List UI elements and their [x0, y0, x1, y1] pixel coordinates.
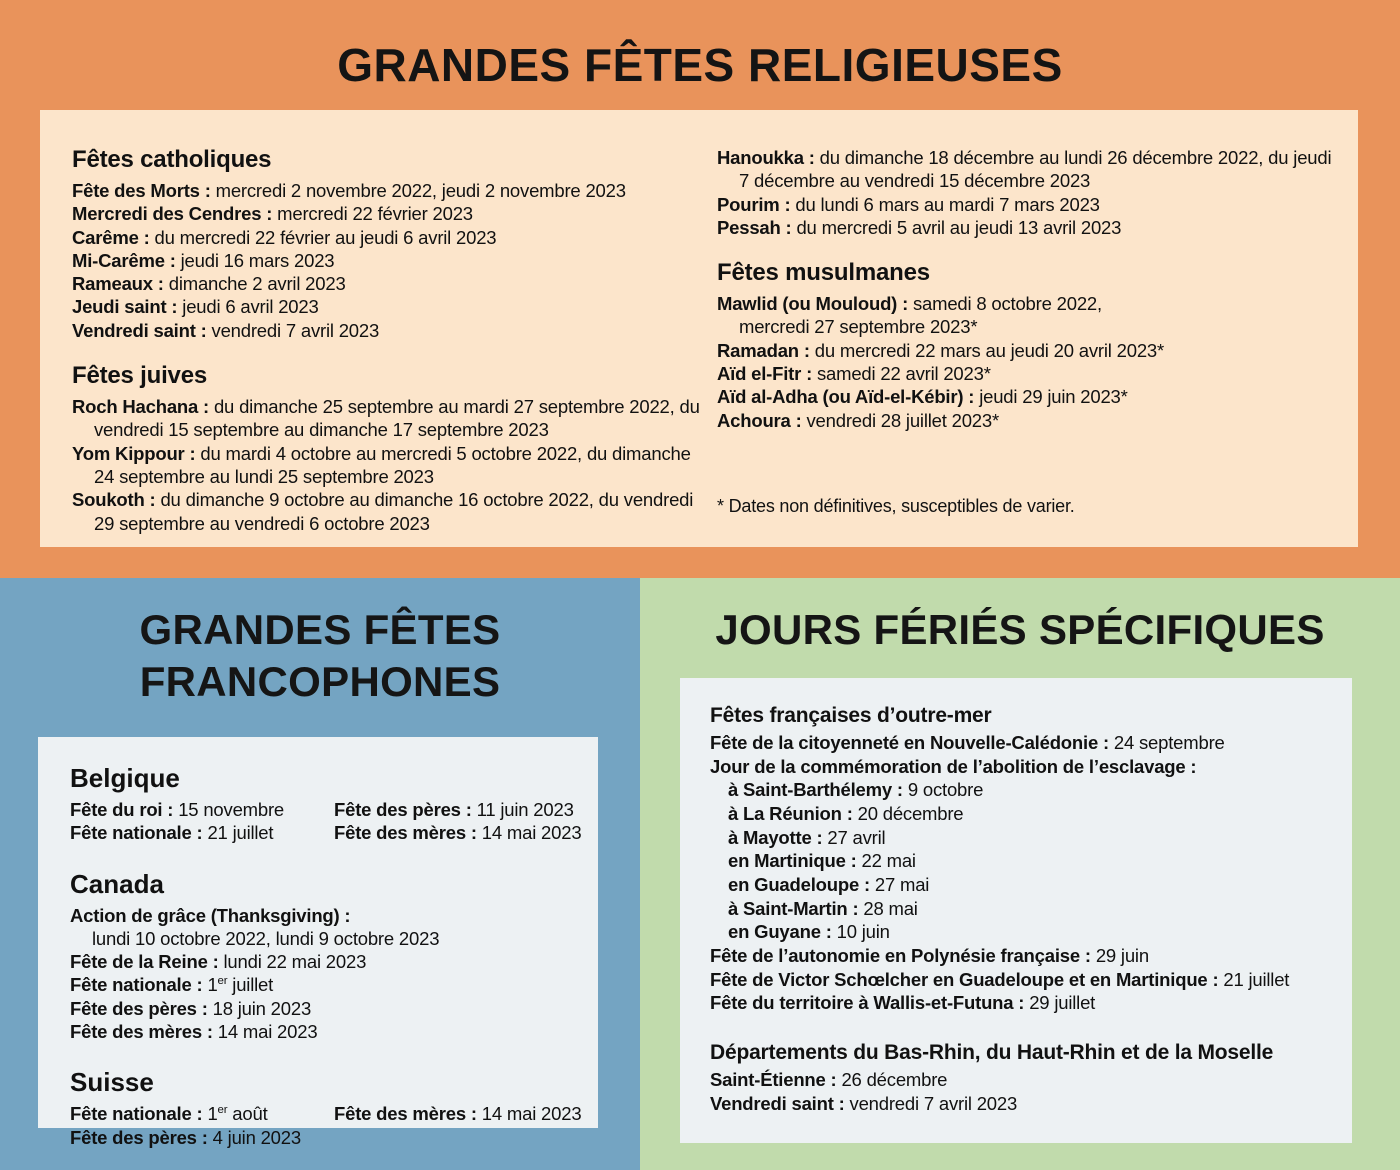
holiday-value-line2: mercredi 27 septembre 2023*: [739, 316, 978, 338]
holiday-label: Soukoth :: [72, 489, 156, 511]
holiday-label: Fête des Morts :: [72, 180, 211, 201]
holiday-entry: [72, 295, 717, 318]
holiday-value: 14 mai 2023: [217, 1021, 318, 1043]
holiday-label: Mercredi des Cendres :: [72, 203, 273, 225]
country-heading: Belgique: [70, 763, 180, 793]
holiday-value: 20 décembre: [857, 803, 964, 825]
holiday-label: Mi-Carême :: [72, 249, 176, 271]
holiday-value-line2: 7 décembre au vendredi 15 décembre 2023: [739, 170, 1091, 192]
holiday-value: mercredi 2 novembre 2022, jeudi 2 novembre 2023: [215, 180, 626, 201]
column-left: [70, 1102, 334, 1149]
holiday-entry: [72, 249, 717, 272]
holiday-value-line2: 24 septembre au lundi 25 septembre 2023: [94, 465, 434, 487]
holiday-value: jeudi 16 mars 2023: [180, 249, 335, 271]
holiday-entry: [70, 821, 334, 844]
holiday-label: à La Réunion :: [728, 803, 853, 825]
holiday-value: 21 juillet: [207, 822, 274, 844]
holiday-entry: [728, 849, 1340, 873]
holiday-entry: [728, 873, 1340, 897]
holiday-entry: [70, 1102, 334, 1125]
column-right: [334, 1102, 582, 1149]
column-right: [334, 798, 582, 845]
holiday-label: en Guyane :: [728, 921, 832, 943]
holiday-value: mercredi 22 février 2023: [277, 203, 473, 225]
section-francophone: [0, 578, 640, 1170]
holiday-label: Fête nationale :: [70, 974, 203, 996]
holiday-entry: [717, 292, 1338, 339]
holiday-value: jeudi 6 avril 2023: [182, 296, 319, 318]
holiday-label: Achoura :: [717, 409, 802, 431]
holiday-value: 10 juin: [836, 921, 890, 943]
holiday-label: Yom Kippour :: [72, 442, 196, 464]
holiday-entry: [70, 950, 582, 973]
holiday-value-line2: lundi 10 octobre 2022, lundi 9 octobre 2023: [92, 927, 440, 949]
holiday-entry: [710, 1092, 1340, 1116]
holiday-value: du dimanche 18 décembre au lundi 26 décembre 2022, du jeudi: [819, 147, 1332, 168]
bottom-row: [0, 578, 1400, 1170]
holiday-entry: [728, 920, 1340, 944]
two-column-row: [70, 798, 582, 845]
holiday-label: Mawlid (ou Mouloud) :: [717, 293, 909, 315]
holiday-entry: [717, 216, 1338, 239]
holiday-label: Carême :: [72, 226, 150, 248]
holiday-value: août: [227, 1103, 268, 1125]
holiday-value: 27 mai: [874, 874, 930, 896]
holiday-value: du mercredi 22 mars au jeudi 20 avril 2023*: [814, 339, 1164, 361]
holiday-value: 18 juin 2023: [212, 997, 312, 1019]
holiday-label: Fête de la Reine :: [70, 951, 219, 973]
section-title-francophone: [0, 578, 640, 708]
holiday-entry: [70, 1020, 582, 1043]
two-column-row: [70, 1102, 582, 1149]
holiday-label: Fête de Victor Schœlcher en Guadeloupe et en Martinique :: [710, 968, 1219, 990]
group-heading: Départements du Bas-Rhin, du Haut-Rhin et de la Moselle: [710, 1041, 1274, 1065]
holiday-label: Fête des pères :: [70, 1126, 208, 1148]
holiday-label: Fête de l’autonomie en Polynésie française :: [710, 945, 1091, 967]
holiday-value: 21 juillet: [1223, 968, 1290, 990]
section-title-religious: GRANDES FÊTES RELIGIEUSES: [337, 39, 1063, 91]
country-heading: Suisse: [70, 1067, 154, 1098]
holiday-label: Jeudi saint :: [72, 296, 178, 318]
holiday-entry: [72, 442, 717, 489]
holiday-label: Fête des mères :: [70, 1021, 213, 1043]
holiday-value: 1: [207, 1103, 218, 1125]
holiday-value-line2: 29 septembre au vendredi 6 octobre 2023: [94, 512, 430, 534]
holiday-value: 14 mai 2023: [481, 822, 582, 844]
holiday-label: Vendredi saint :: [72, 319, 207, 341]
holiday-entry: [72, 179, 717, 202]
holiday-value: du mercredi 22 février au jeudi 6 avril 2023: [154, 226, 497, 248]
holiday-value: vendredi 7 avril 2023: [849, 1092, 1018, 1114]
holiday-label: Hanoukka :: [717, 147, 815, 168]
ordinal-superscript: er: [217, 1104, 228, 1117]
title-line1: GRANDES FÊTES: [139, 606, 501, 653]
holiday-label: Ramadan :: [717, 339, 810, 361]
holiday-label: Action de grâce (Thanksgiving) :: [70, 904, 351, 926]
holiday-entry: [72, 272, 717, 295]
holiday-entry: [72, 202, 717, 225]
religious-right-column: [717, 146, 1338, 547]
holiday-value: dimanche 2 avril 2023: [168, 273, 346, 295]
holiday-entry: [72, 488, 717, 535]
holiday-entry: [70, 798, 334, 821]
holiday-value: vendredi 7 avril 2023: [211, 319, 380, 341]
holiday-value: samedi 22 avril 2023*: [816, 363, 991, 385]
holiday-value: lundi 22 mai 2023: [223, 951, 367, 973]
holiday-entry: [334, 1102, 582, 1125]
holiday-value: 11 juin 2023: [476, 799, 574, 820]
holiday-label: à Saint-Martin :: [728, 897, 859, 919]
holiday-value: du mercredi 5 avril au jeudi 13 avril 2023: [796, 216, 1122, 238]
footnote: * Dates non définitives, susceptibles de varier.: [717, 495, 1075, 516]
holiday-entry: [717, 409, 1338, 432]
holiday-value: du dimanche 25 septembre au mardi 27 septembre 2022, du: [213, 396, 700, 418]
holiday-value: du lundi 6 mars au mardi 7 mars 2023: [795, 193, 1100, 215]
holiday-entry: [70, 973, 582, 996]
holiday-entry: [334, 798, 582, 821]
holiday-entry: [710, 991, 1340, 1015]
holiday-value-line2: vendredi 15 septembre au dimanche 17 septembre 2023: [94, 419, 549, 441]
holiday-entry: [717, 146, 1338, 193]
specific-panel: [680, 678, 1352, 1143]
holiday-label: Fête de la citoyenneté en Nouvelle-Calédonie :: [710, 732, 1109, 753]
holiday-entry: [728, 826, 1340, 850]
holiday-label: à Mayotte :: [728, 826, 823, 848]
holiday-entry: [710, 968, 1340, 992]
group-heading: Fêtes catholiques: [72, 146, 272, 173]
holiday-value: 15 novembre: [178, 799, 285, 820]
title-line2: FRANCOPHONES: [139, 658, 501, 706]
holiday-label: en Guadeloupe :: [728, 874, 870, 896]
holiday-label: Fête des pères :: [334, 799, 472, 820]
holiday-label: Fête des mères :: [334, 1103, 477, 1125]
holiday-entry: [72, 226, 717, 249]
holiday-label: Pessah :: [717, 216, 792, 238]
group-heading: Fêtes juives: [72, 362, 208, 390]
holiday-entry: [710, 731, 1340, 755]
holiday-value: juillet: [227, 974, 274, 996]
holiday-entry: [70, 904, 582, 951]
holiday-entry: [728, 778, 1340, 802]
holiday-label: Fête du roi :: [70, 799, 174, 820]
holiday-label: Fête des pères :: [70, 997, 208, 1019]
holiday-value: 29 juin: [1095, 945, 1149, 967]
holiday-label: Fête des mères :: [334, 822, 477, 844]
holiday-label: Saint-Étienne :: [710, 1069, 837, 1091]
holiday-value: jeudi 29 juin 2023*: [979, 386, 1128, 408]
holiday-value: 14 mai 2023: [481, 1103, 582, 1125]
holiday-entry: [72, 319, 717, 342]
holiday-label: Fête nationale :: [70, 822, 203, 844]
holiday-value: 26 décembre: [841, 1069, 948, 1091]
holiday-entry: [717, 362, 1338, 385]
holiday-value: 28 mai: [863, 897, 918, 919]
religious-left-column: [72, 146, 717, 547]
holiday-value: samedi 8 octobre 2022,: [912, 293, 1102, 315]
holiday-value: 22 mai: [861, 850, 916, 872]
group-heading: Fêtes françaises d’outre-mer: [710, 704, 992, 727]
holiday-value: 9 octobre: [907, 779, 984, 801]
column-left: [70, 798, 334, 845]
holiday-entry: [728, 897, 1340, 921]
holiday-entry: [717, 193, 1338, 216]
section-religious: [0, 0, 1400, 578]
holiday-label: Fête du territoire à Wallis-et-Futuna :: [710, 992, 1025, 1014]
holiday-label: Aïd al-Adha (ou Aïd-el-Kébir) :: [717, 386, 975, 408]
holiday-label: en Martinique :: [728, 850, 857, 872]
holiday-entry: [717, 385, 1338, 408]
holiday-entry: [728, 802, 1340, 826]
holiday-entry: [70, 997, 582, 1020]
holiday-value: 1: [207, 974, 218, 996]
holiday-entry: [710, 755, 1340, 779]
holiday-label: Vendredi saint :: [710, 1092, 845, 1114]
group-heading: Fêtes musulmanes: [717, 259, 930, 287]
holiday-entry: [72, 395, 717, 442]
country-heading: Canada: [70, 868, 164, 899]
holiday-label: à Saint-Barthélemy :: [728, 779, 903, 801]
religious-panel: [40, 110, 1358, 547]
francophone-panel: [38, 737, 598, 1148]
holiday-label: Aïd el-Fitr :: [717, 363, 813, 385]
holiday-value: du mardi 4 octobre au mercredi 5 octobre 2022, du dimanche: [200, 442, 691, 464]
holiday-value: 4 juin 2023: [212, 1126, 301, 1148]
section-specific: [640, 578, 1400, 1170]
holiday-label: Jour de la commémoration de l’abolition de l’esclavage :: [710, 755, 1197, 777]
section-title-specific: JOURS FÉRIÉS SPÉCIFIQUES: [715, 606, 1325, 653]
holiday-label: Roch Hachana :: [72, 396, 210, 418]
holiday-value: 27 avril: [827, 826, 886, 848]
holiday-label: Fête nationale :: [70, 1103, 203, 1125]
ordinal-superscript: er: [217, 975, 228, 988]
holiday-entry: [710, 1068, 1340, 1092]
holiday-value: du dimanche 9 octobre au dimanche 16 octobre 2022, du vendredi: [160, 489, 694, 511]
holiday-entry: [70, 1126, 334, 1149]
holiday-value: vendredi 28 juillet 2023*: [806, 409, 999, 431]
holiday-value: 24 septembre: [1113, 732, 1225, 753]
holiday-label: Pourim :: [717, 193, 791, 215]
holiday-label: Rameaux :: [72, 273, 164, 295]
holiday-entry: [717, 339, 1338, 362]
holiday-entry: [334, 821, 582, 844]
holiday-entry: [710, 944, 1340, 968]
holiday-value: 29 juillet: [1029, 992, 1096, 1014]
